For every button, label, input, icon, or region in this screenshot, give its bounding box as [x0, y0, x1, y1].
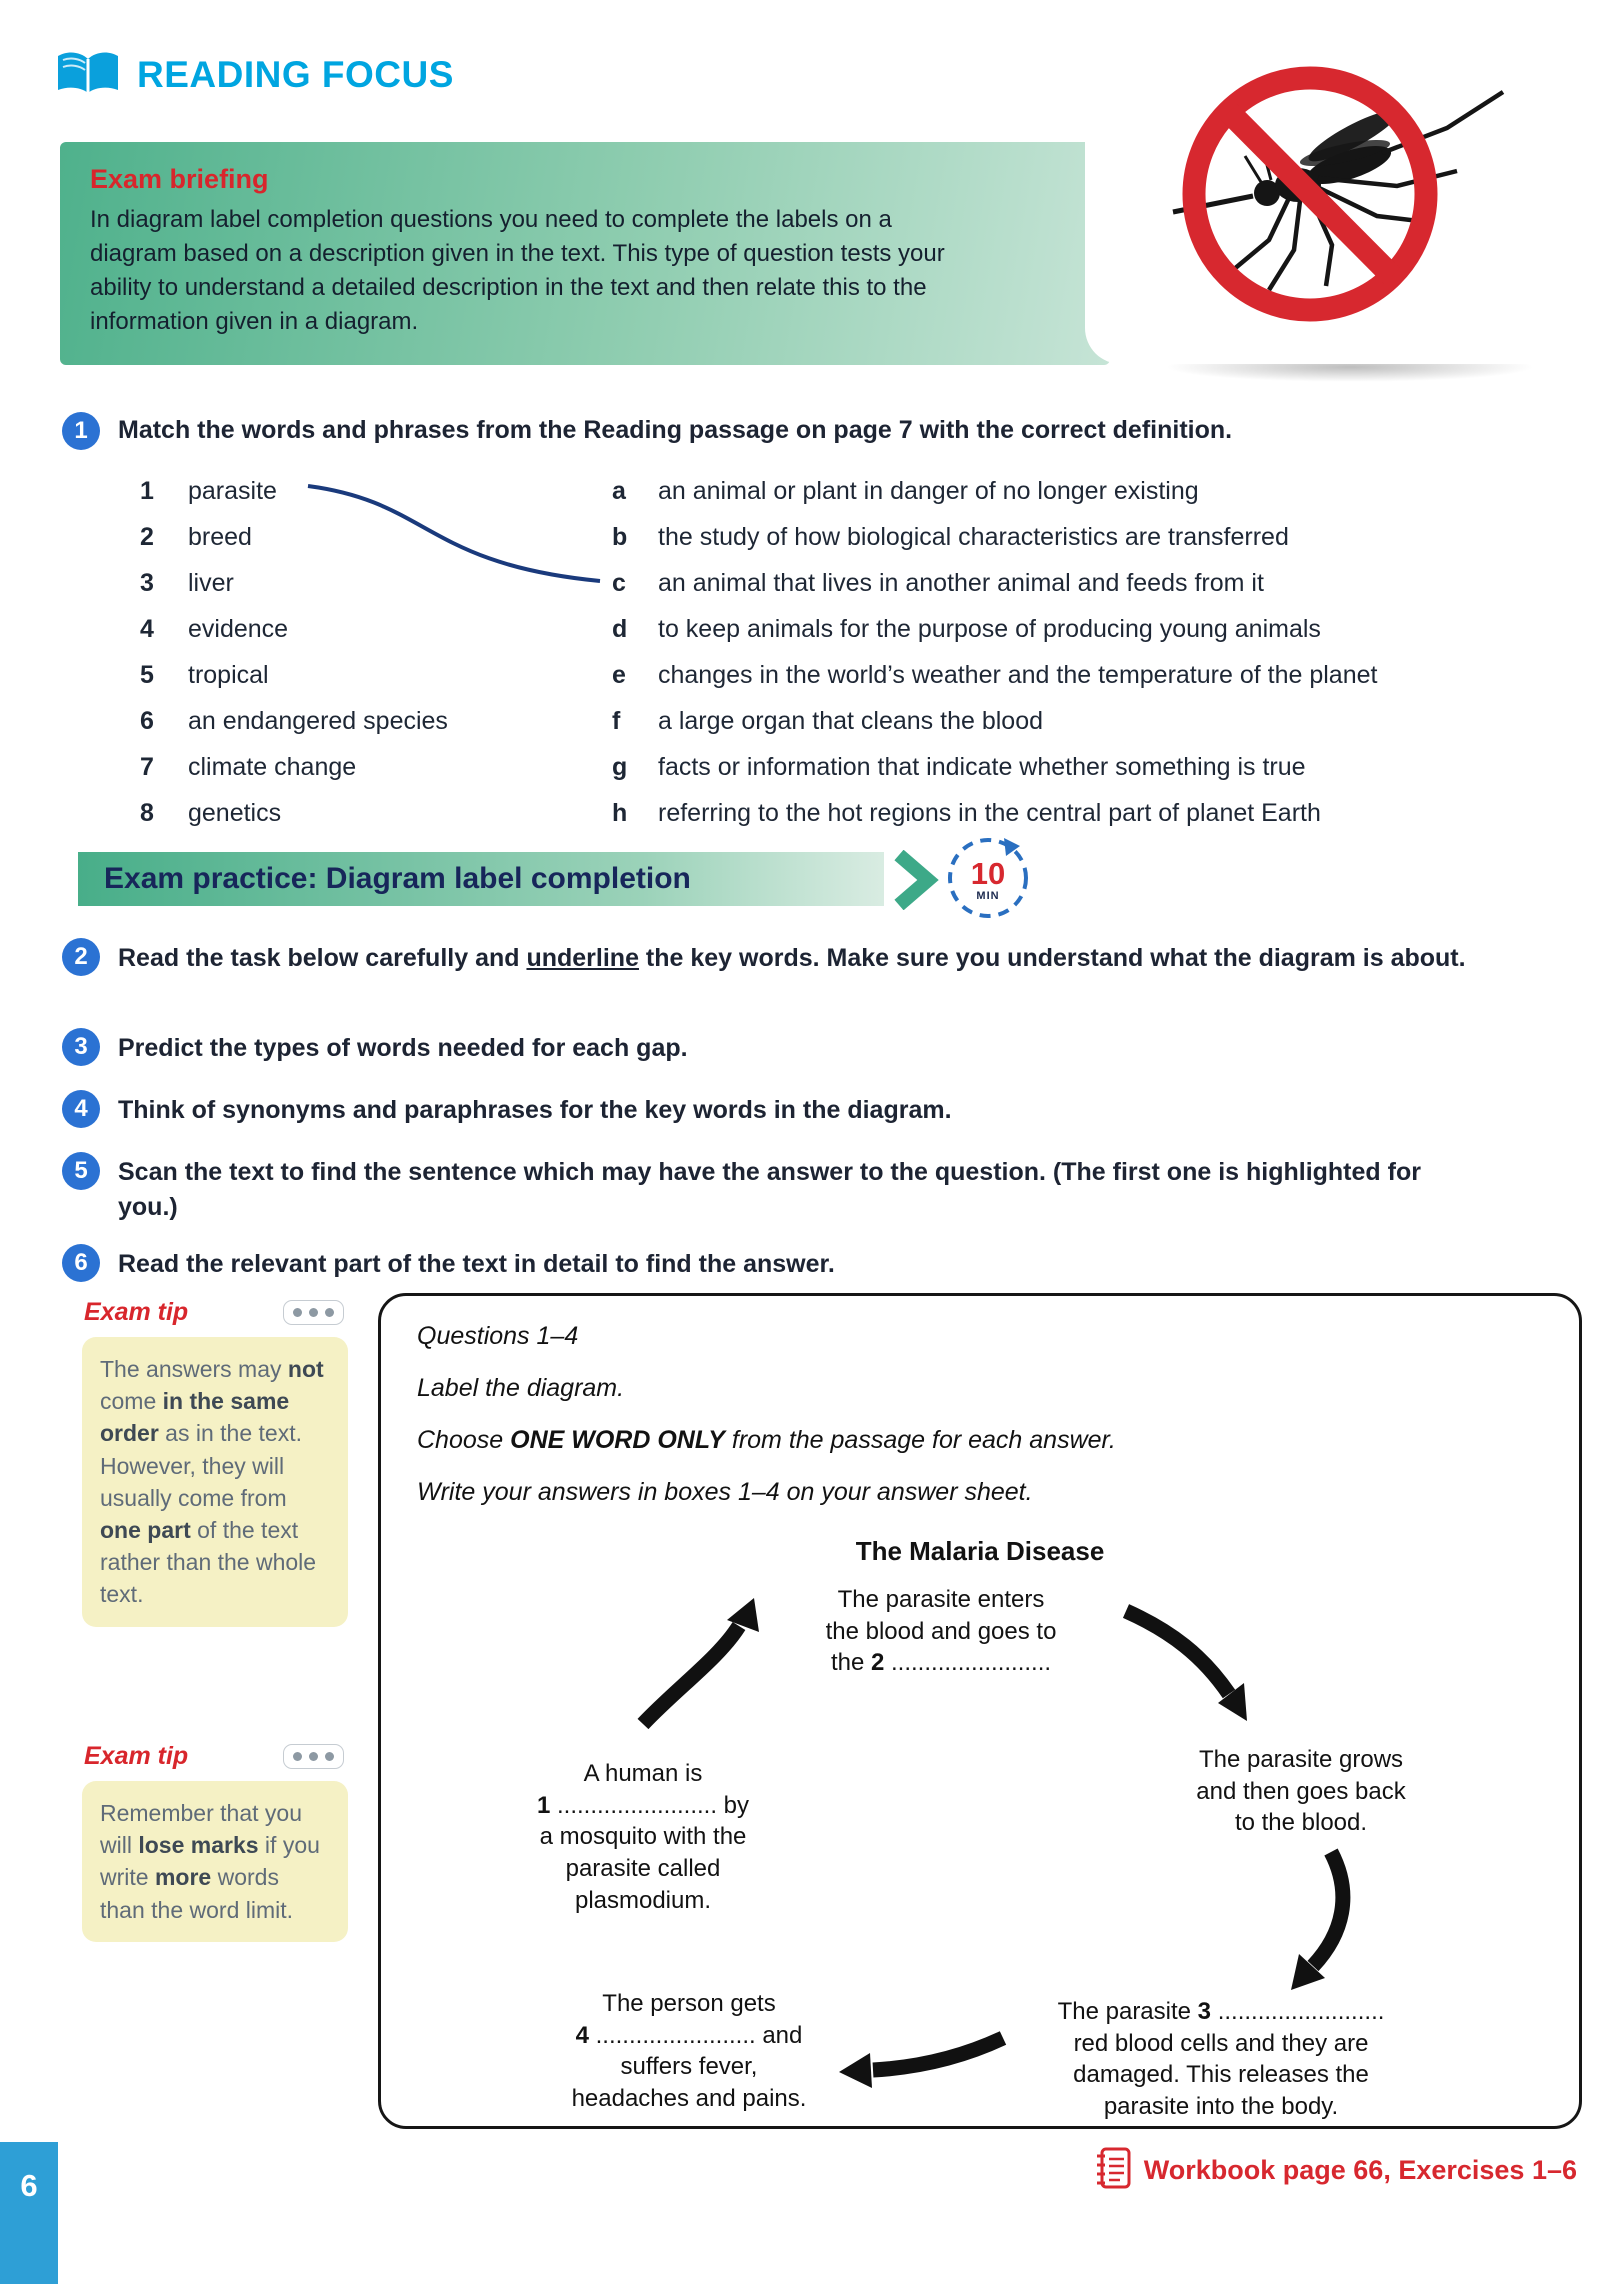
- exam-briefing-title: Exam briefing: [90, 164, 269, 194]
- term-row: [140, 468, 448, 514]
- term-number: 2: [140, 522, 154, 551]
- step-text: Think of synonyms and paraphrases for the key words in the diagram.: [118, 1096, 952, 1124]
- exercise-1: [62, 412, 1232, 450]
- definitions-list: [612, 468, 1377, 836]
- term-number: 1: [140, 476, 154, 505]
- no-mosquito-card: [1085, 34, 1585, 364]
- definition-letter: a: [612, 476, 626, 505]
- definition-text[interactable]: facts or information that indicate whether something is true: [658, 752, 1306, 781]
- open-book-icon: [55, 48, 121, 101]
- definition-row: [612, 652, 1377, 698]
- term-row: [140, 606, 448, 652]
- term-text[interactable]: parasite: [188, 476, 277, 505]
- page-number: 6: [20, 2168, 38, 2203]
- definition-row: [612, 514, 1377, 560]
- definition-row: [612, 744, 1377, 790]
- exam-tip-body: Remember that you will lose marks if you write more words than the word limit.: [82, 1781, 348, 1942]
- definition-row: [612, 468, 1377, 514]
- exam-tip-header: [82, 1298, 348, 1337]
- step-6: [62, 1244, 835, 1282]
- definition-letter: h: [612, 798, 628, 827]
- exam-briefing-body: In diagram label completion questions you need to complete the labels on a diagram based on a description given in the text. This type of question tests your ability to understand a detailed description in the text and then relate this to the information given in a diagram.: [90, 206, 945, 336]
- step-number-badge: 6: [62, 1244, 100, 1282]
- task-intro-line: Label the diagram.: [417, 1374, 625, 1402]
- tip-dots-icon: [283, 1300, 344, 1325]
- definition-text[interactable]: referring to the hot regions in the central part of planet Earth: [658, 798, 1321, 827]
- definition-letter: d: [612, 614, 628, 643]
- exam-briefing-box: [60, 142, 1110, 365]
- page-header: [55, 48, 454, 101]
- term-row: [140, 744, 448, 790]
- exam-tip-title: Exam tip: [84, 1742, 189, 1770]
- definition-text[interactable]: changes in the world’s weather and the temperature of the planet: [658, 660, 1378, 689]
- step-text: Read the task below carefully and underline the key words. Make sure you understand what the diagram is about.: [118, 944, 1466, 972]
- arrow-left-icon: [839, 2038, 1003, 2088]
- arrow-up-icon: [643, 1598, 759, 1724]
- step-text: Predict the types of words needed for each gap.: [118, 1034, 688, 1062]
- exam-tip-note-2: [82, 1742, 348, 1942]
- definition-letter: g: [612, 752, 628, 781]
- term-row: [140, 560, 448, 606]
- workbook-footer: [1094, 2146, 1577, 2195]
- term-row: [140, 652, 448, 698]
- exam-tip-body: The answers may not come in the same order as in the text. However, they will usually come from one part of the text rather than the whole text.: [82, 1337, 348, 1627]
- exam-practice-banner: [78, 852, 884, 906]
- exam-tip-title: Exam tip: [84, 1298, 189, 1326]
- definition-text[interactable]: an animal that lives in another animal and feeds from it: [658, 568, 1264, 597]
- definition-text[interactable]: to keep animals for the purpose of producing young animals: [658, 614, 1321, 643]
- arrow-down-right-icon: [1126, 1611, 1247, 1721]
- definition-letter: f: [612, 706, 621, 735]
- no-mosquito-icon: [1085, 341, 1555, 358]
- step-number-badge: 5: [62, 1152, 100, 1190]
- exam-task-box: [378, 1293, 1582, 2129]
- workbook-reference: Workbook page 66, Exercises 1–6: [1143, 2155, 1577, 2185]
- term-text[interactable]: tropical: [188, 660, 269, 689]
- diagram-node-right: The parasite grows and then goes back to the blood.: [1196, 1746, 1406, 1837]
- step-5: [62, 1152, 1478, 1224]
- step-number-badge: 3: [62, 1028, 100, 1066]
- step-number-badge: 4: [62, 1090, 100, 1128]
- step-number-badge: 2: [62, 938, 100, 976]
- step-2: [62, 938, 1466, 976]
- workbook-icon: [1094, 2146, 1132, 2195]
- terms-list: [140, 468, 448, 836]
- arrow-down-icon: [1291, 1852, 1343, 1990]
- term-text[interactable]: liver: [188, 568, 234, 597]
- exam-tip-note-1: [82, 1298, 348, 1627]
- exam-practice-banner-label: Exam practice: Diagram label completion: [104, 862, 691, 895]
- term-number: 8: [140, 798, 154, 827]
- term-text[interactable]: breed: [188, 522, 252, 551]
- diagram-title: The Malaria Disease: [855, 1536, 1105, 1566]
- term-text[interactable]: an endangered species: [188, 706, 448, 735]
- step-text: Scan the text to find the sentence which may have the answer to the question. (The first one is highlighted for you.): [118, 1158, 1421, 1221]
- timer-minutes: 10: [970, 856, 1006, 891]
- definition-text[interactable]: an animal or plant in danger of no longer existing: [658, 476, 1199, 505]
- task-intro-line: Questions 1–4: [417, 1322, 579, 1350]
- term-number: 6: [140, 706, 154, 735]
- term-number: 5: [140, 660, 154, 689]
- step-3: [62, 1028, 688, 1066]
- timer-icon: [944, 834, 1032, 922]
- diagram-node-left: A human is 1 ........................ by a mosquito with the parasite called plasmodium.: [536, 1760, 750, 1914]
- exercise-number-badge: 1: [62, 412, 100, 450]
- term-number: 3: [140, 568, 154, 597]
- task-intro-line: Write your answers in boxes 1–4 on your answer sheet.: [417, 1478, 1033, 1506]
- term-row: [140, 790, 448, 836]
- definition-text[interactable]: a large organ that cleans the blood: [658, 706, 1043, 735]
- term-row: [140, 514, 448, 560]
- definition-row: [612, 790, 1377, 836]
- definition-text[interactable]: the study of how biological characteristics are transferred: [658, 522, 1289, 551]
- step-text: Read the relevant part of the text in detail to find the answer.: [118, 1250, 835, 1278]
- term-text[interactable]: genetics: [188, 798, 282, 827]
- definition-row: [612, 560, 1377, 606]
- definition-letter: b: [612, 522, 628, 551]
- diagram-node-bottom-left: The person gets 4 ........................ and suffers fever, headaches and pains.: [571, 1990, 807, 2113]
- diagram-node-bottom-right: The parasite 3 ......................... red blood cells and they are damaged. This releases the parasite into the body.: [1057, 1998, 1385, 2121]
- exercise-1-instruction: Match the words and phrases from the Reading passage on page 7 with the correct definition.: [118, 416, 1233, 444]
- diagram-node-top: The parasite enters the blood and goes to the 2 ........................: [825, 1586, 1057, 1677]
- term-number: 4: [140, 614, 154, 643]
- definition-letter: e: [612, 660, 626, 689]
- task-intro-line: Choose ONE WORD ONLY from the passage for each answer.: [417, 1426, 1116, 1454]
- banner-chevron-icon: [892, 850, 940, 915]
- exam-tip-header: [82, 1742, 348, 1781]
- term-row: [140, 698, 448, 744]
- term-number: 7: [140, 752, 154, 781]
- page-number-strip: [0, 2142, 58, 2284]
- step-4: [62, 1090, 952, 1128]
- term-text[interactable]: evidence: [188, 614, 289, 643]
- tip-dots-icon: [283, 1744, 344, 1769]
- definition-letter: c: [612, 568, 626, 597]
- definition-row: [612, 606, 1377, 652]
- page-title: READING FOCUS: [137, 53, 454, 95]
- timer-unit: MIN: [976, 890, 1000, 902]
- term-text[interactable]: climate change: [188, 752, 357, 781]
- definition-row: [612, 698, 1377, 744]
